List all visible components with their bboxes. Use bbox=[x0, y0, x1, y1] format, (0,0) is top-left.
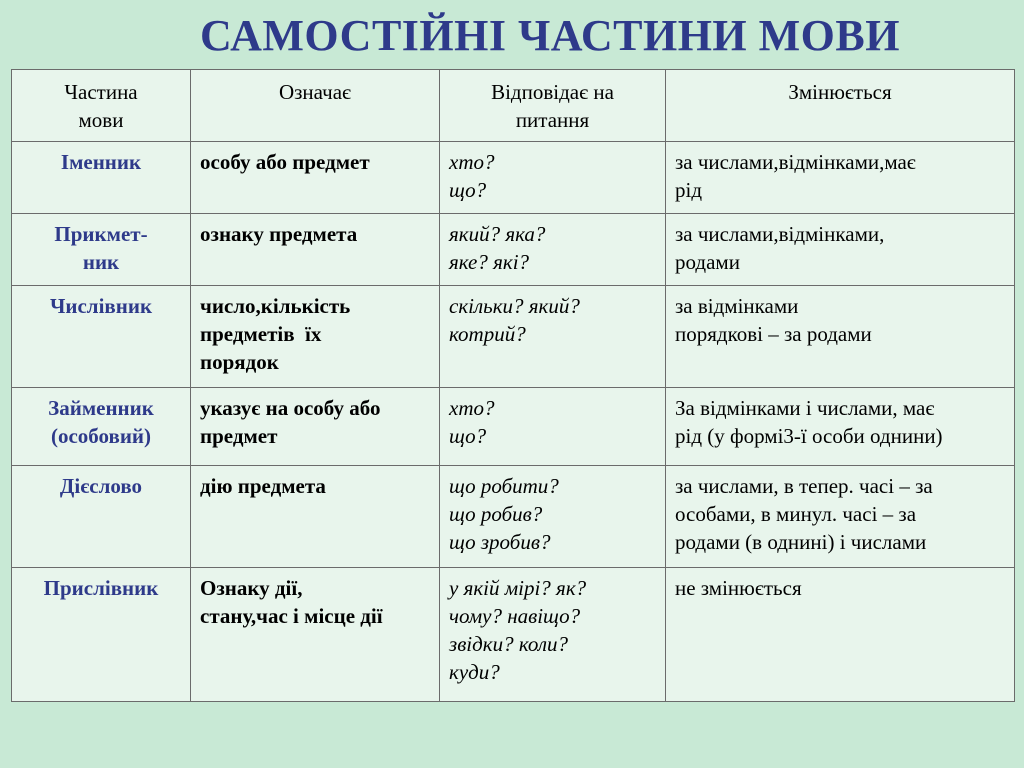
part-line: Прислівник bbox=[43, 576, 159, 600]
question-line: котрий? bbox=[449, 322, 526, 346]
header-meaning-line: Означає bbox=[278, 80, 352, 104]
table-row bbox=[12, 568, 1015, 702]
question-line: скільки? який? bbox=[449, 294, 580, 318]
question-cell bbox=[440, 388, 666, 466]
header-question-line: питання bbox=[515, 108, 590, 132]
parts-of-speech-table bbox=[11, 69, 1015, 702]
header-question-line: Відповідає на bbox=[491, 80, 614, 104]
question-line: що? bbox=[449, 424, 487, 448]
question-line: який? яка? bbox=[449, 222, 546, 246]
table-row bbox=[12, 142, 1015, 214]
part-cell bbox=[12, 142, 191, 214]
header-question bbox=[440, 70, 666, 142]
question-line: яке? які? bbox=[449, 250, 530, 274]
question-line: чому? навіщо? bbox=[449, 604, 581, 628]
meaning-line: указує на особу або bbox=[200, 396, 381, 420]
changes-cell bbox=[666, 142, 1015, 214]
question-line: у якій мірі? як? bbox=[449, 576, 587, 600]
question-cell bbox=[440, 142, 666, 214]
part-cell bbox=[12, 388, 191, 466]
header-part-line: Частина bbox=[64, 80, 138, 104]
part-cell bbox=[12, 466, 191, 568]
changes-line: особами, в минул. часі – за bbox=[675, 502, 917, 526]
changes-cell bbox=[666, 388, 1015, 466]
part-line: (особовий) bbox=[50, 424, 152, 448]
question-cell bbox=[440, 466, 666, 568]
changes-line: За відмінками і числами, має bbox=[675, 396, 935, 420]
question-cell bbox=[440, 568, 666, 702]
meaning-line: число,кількість bbox=[200, 294, 351, 318]
meaning-line: предмет bbox=[200, 424, 278, 448]
changes-line: за числами,відмінками,має bbox=[675, 150, 916, 174]
question-line: звідки? коли? bbox=[449, 632, 568, 656]
part-cell bbox=[12, 214, 191, 286]
table-row bbox=[12, 466, 1015, 568]
page-title: САМОСТІЙНІ ЧАСТИНИ МОВИ bbox=[200, 11, 900, 60]
changes-line: порядкові – за родами bbox=[675, 322, 872, 346]
question-line: хто? bbox=[449, 150, 495, 174]
meaning-cell bbox=[191, 568, 440, 702]
changes-line: рід (у формі3-ї особи однини) bbox=[675, 424, 943, 448]
header-changes bbox=[666, 70, 1015, 142]
changes-line: родами (в однині) і числами bbox=[675, 530, 927, 554]
meaning-cell bbox=[191, 142, 440, 214]
header-meaning bbox=[191, 70, 440, 142]
header-part bbox=[12, 70, 191, 142]
table-row bbox=[12, 214, 1015, 286]
changes-line: родами bbox=[675, 250, 740, 274]
changes-line: рід bbox=[675, 178, 703, 202]
question-line: куди? bbox=[449, 660, 500, 684]
meaning-line: предметів їх bbox=[200, 322, 322, 346]
header-row bbox=[12, 70, 1015, 142]
changes-line: за числами, в тепер. часі – за bbox=[675, 474, 933, 498]
meaning-line: Ознаку дії, bbox=[200, 576, 303, 600]
changes-cell bbox=[666, 466, 1015, 568]
meaning-line: порядок bbox=[200, 350, 279, 374]
meaning-cell bbox=[191, 466, 440, 568]
meaning-cell bbox=[191, 388, 440, 466]
meaning-line: дію предмета bbox=[200, 474, 326, 498]
part-line: ник bbox=[82, 250, 120, 274]
part-line: Числівник bbox=[49, 294, 153, 318]
header-part-line: мови bbox=[78, 108, 124, 132]
changes-cell bbox=[666, 214, 1015, 286]
question-line: що зробив? bbox=[449, 530, 551, 554]
table-row bbox=[12, 286, 1015, 388]
meaning-cell bbox=[191, 214, 440, 286]
meaning-line: особу або предмет bbox=[200, 150, 370, 174]
changes-cell bbox=[666, 568, 1015, 702]
question-line: що робив? bbox=[449, 502, 543, 526]
meaning-line: ознаку предмета bbox=[200, 222, 358, 246]
changes-line: за відмінками bbox=[675, 294, 799, 318]
part-cell bbox=[12, 568, 191, 702]
header-changes-line: Змінюється bbox=[788, 80, 892, 104]
part-line: Іменник bbox=[60, 150, 142, 174]
meaning-line: стану,час і місце дії bbox=[200, 604, 383, 628]
question-line: що? bbox=[449, 178, 487, 202]
question-cell bbox=[440, 214, 666, 286]
question-line: хто? bbox=[449, 396, 495, 420]
part-line: Займенник bbox=[48, 396, 154, 420]
changes-line: не змінюється bbox=[675, 576, 802, 600]
changes-cell bbox=[666, 286, 1015, 388]
question-cell bbox=[440, 286, 666, 388]
part-line: Дієслово bbox=[59, 474, 143, 498]
table-row bbox=[12, 388, 1015, 466]
part-line: Прикмет- bbox=[54, 222, 148, 246]
question-line: що робити? bbox=[449, 474, 559, 498]
part-cell bbox=[12, 286, 191, 388]
meaning-cell bbox=[191, 286, 440, 388]
changes-line: за числами,відмінками, bbox=[675, 222, 885, 246]
